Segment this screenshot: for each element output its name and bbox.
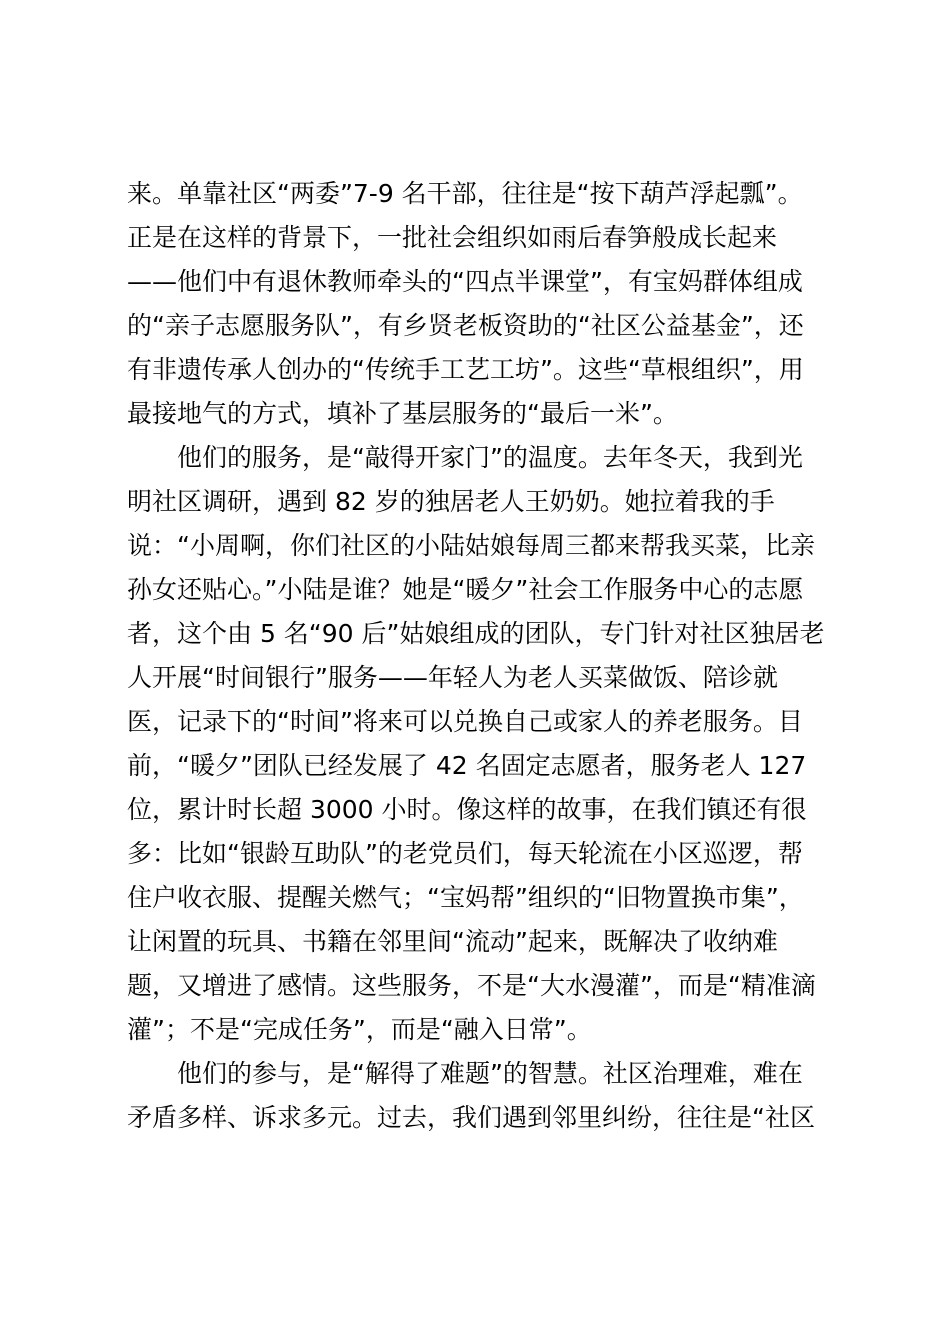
text-line: 前，“暖夕”团队已经发展了 42 名固定志愿者，服务老人 127 [127, 751, 807, 780]
text-line: 多：比如“银龄互助队”的老党员们，每天轮流在小区巡逻，帮 [127, 839, 803, 868]
text-line: 正是在这样的背景下，一批社会组织如雨后春笋般成长起来 [127, 223, 778, 252]
text-line: 住户收衣服、提醒关燃气；“宝妈帮”组织的“旧物置换市集”， [127, 883, 804, 912]
text-line: ——他们中有退休教师牵头的“四点半课堂”，有宝妈群体组成 [127, 267, 803, 296]
paragraph-start-line: 他们的服务，是“敲得开家门”的温度。去年冬天，我到光 [177, 443, 803, 472]
text-line: 医，记录下的“时间”将来可以兑换自己或家人的养老服务。目 [127, 707, 803, 736]
text-line: 人开展“时间银行”服务——年轻人为老人买菜做饭、陪诊就 [127, 663, 778, 692]
text-line: 有非遗传承人创办的“传统手工艺工坊”。这些“草根组织”，用 [127, 355, 804, 384]
text-line: 题，又增进了感情。这些服务，不是“大水漫灌”，而是“精准滴 [127, 971, 816, 1000]
text-line: 位，累计时长超 3000 小时。像这样的故事，在我们镇还有很 [127, 795, 807, 824]
text-line: 来。单靠社区“两委”7-9 名干部，往往是“按下葫芦浮起瓢”。 [127, 179, 803, 208]
text-line: 孙女还贴心。”小陆是谁？她是“暖夕”社会工作服务中心的志愿 [127, 575, 804, 604]
text-line: 矛盾多样、诉求多元。过去，我们遇到邻里纠纷，往往是“社区 [127, 1103, 815, 1132]
paragraph-start-line: 他们的参与，是“解得了难题”的智慧。社区治理难，难在 [177, 1059, 803, 1088]
text-line: 让闲置的玩具、书籍在邻里间“流动”起来，既解决了收纳难 [127, 927, 778, 956]
text-line: 明社区调研，遇到 82 岁的独居老人王奶奶。她拉着我的手 [127, 487, 775, 516]
text-line: 灌”；不是“完成任务”，而是“融入日常”。 [127, 1015, 592, 1044]
text-line: 者，这个由 5 名“90 后”姑娘组成的团队，专门针对社区独居老 [127, 619, 825, 648]
text-line: 的“亲子志愿服务队”，有乡贤老板资助的“社区公益基金”，还 [127, 311, 804, 340]
body-text [127, 172, 837, 1140]
text-line: 最接地气的方式，填补了基层服务的“最后一米”。 [127, 399, 678, 428]
text-line: 说：“小周啊，你们社区的小陆姑娘每周三都来帮我买菜，比亲 [127, 531, 815, 560]
